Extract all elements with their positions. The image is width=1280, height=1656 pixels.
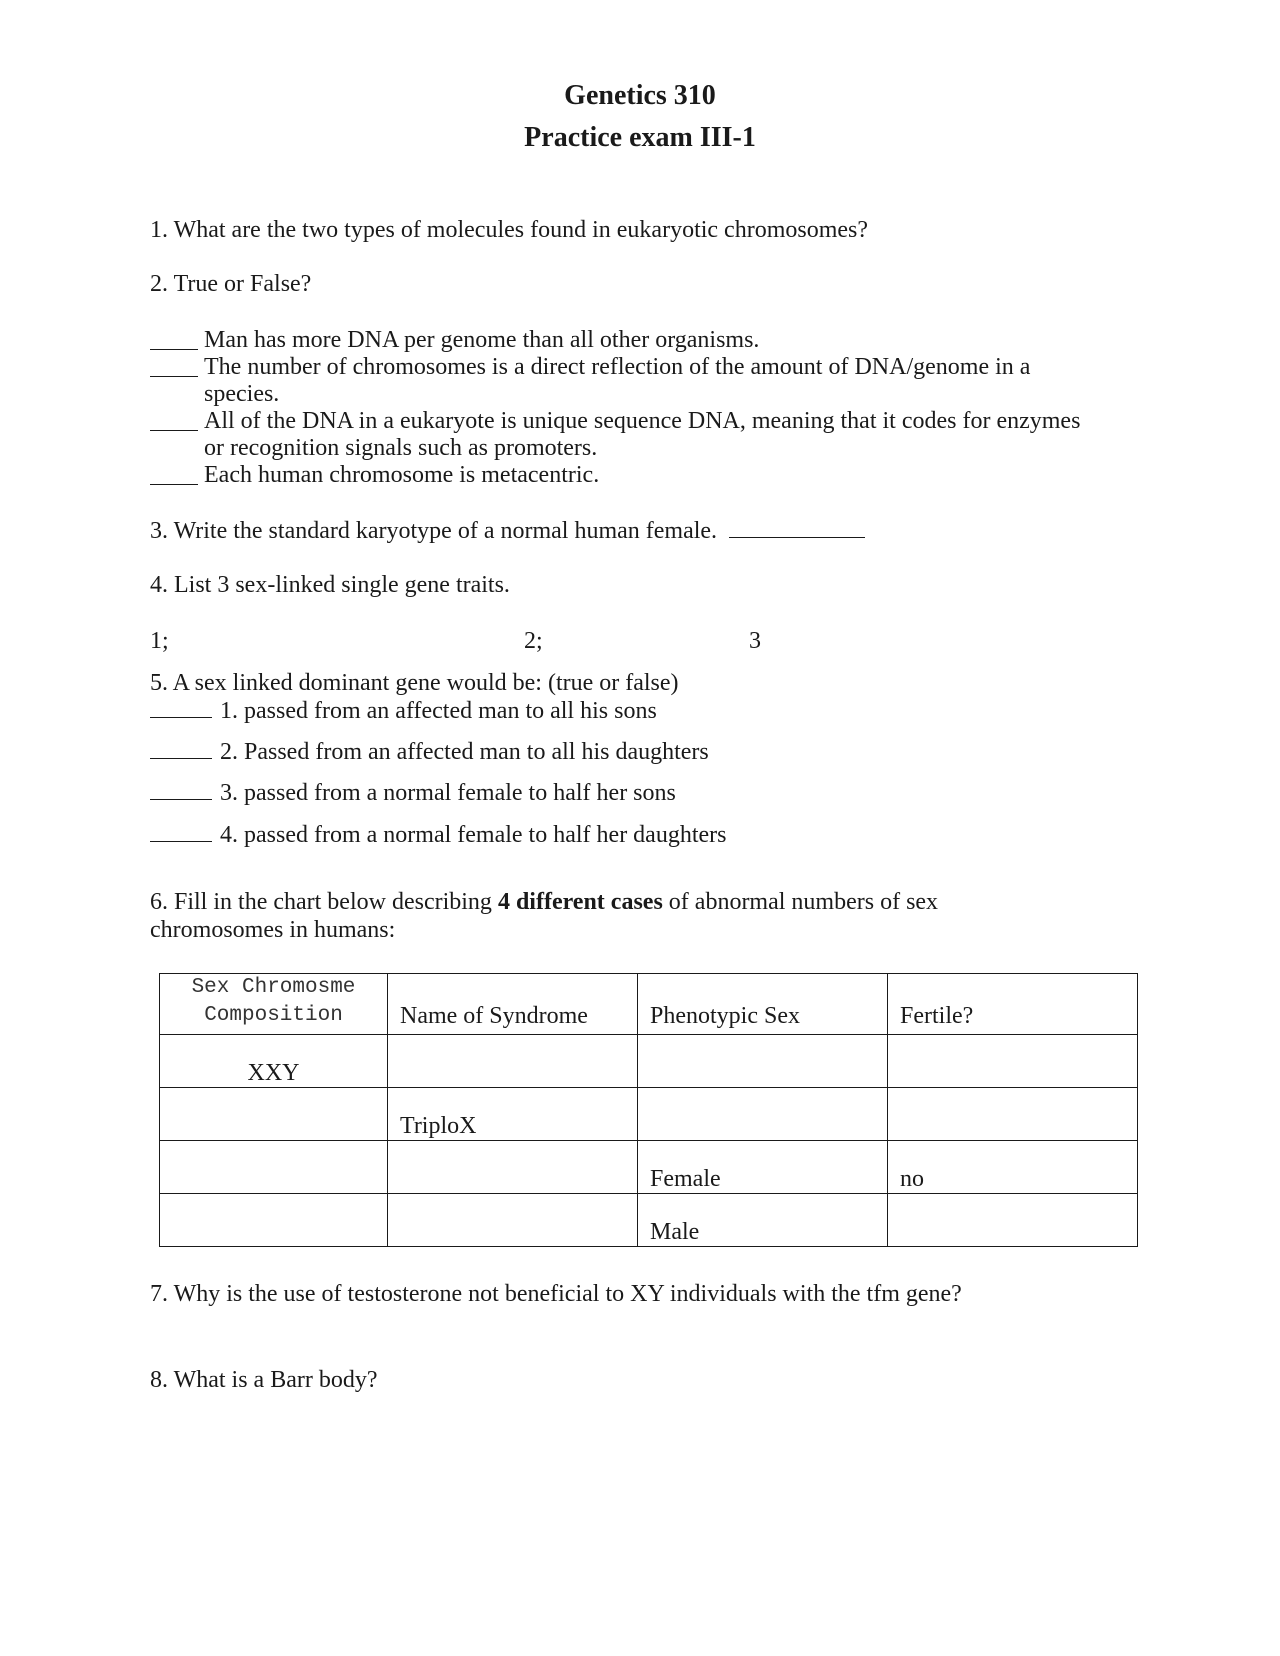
header-phenotypic-sex: Phenotypic Sex: [638, 974, 888, 1035]
cell-phenotypic-sex[interactable]: Male: [638, 1194, 888, 1247]
cell-fertile[interactable]: [888, 1035, 1138, 1088]
course-title: Genetics 310: [564, 80, 716, 111]
tf-item-text: The number of chromosomes is a direct reflection of the amount of DNA/genome in a species.: [204, 354, 1031, 407]
question-7: 7. Why is the use of testosterone not beneficial to XY individuals with the tfm gene?: [150, 1281, 962, 1307]
cell-composition[interactable]: [160, 1194, 388, 1247]
cell-fertile[interactable]: no: [888, 1141, 1138, 1194]
answer-blank[interactable]: [150, 462, 198, 485]
header-fertile: Fertile?: [888, 974, 1138, 1035]
answer-blank[interactable]: [150, 327, 198, 350]
cell-composition[interactable]: [160, 1088, 388, 1141]
question-4: 4. List 3 sex-linked single gene traits.: [150, 572, 510, 598]
cell-composition[interactable]: XXY: [160, 1035, 388, 1088]
answer-blank[interactable]: [150, 697, 212, 718]
table-row: [160, 1141, 1138, 1194]
answer-blank[interactable]: [150, 738, 212, 759]
answer-blank[interactable]: [150, 408, 198, 431]
question-1: 1. What are the two types of molecules found in eukaryotic chromosomes?: [150, 217, 869, 243]
q5-item-4: [150, 821, 726, 849]
tf-item-text: Each human chromosome is metacentric.: [204, 462, 600, 488]
tf-item-3: [150, 408, 1104, 462]
trait-label-3: 3: [749, 628, 761, 654]
exam-title: Practice exam III-1: [524, 122, 756, 153]
cell-phenotypic-sex[interactable]: [638, 1035, 888, 1088]
question-2: 2. True or False?: [150, 271, 312, 297]
q5-item-text: 4. passed from a normal female to half her daughters: [220, 822, 727, 848]
tf-item-text: Man has more DNA per genome than all other organisms.: [204, 327, 760, 353]
q5-item-1: [150, 697, 657, 725]
sex-chromosome-chart: [159, 973, 1138, 1247]
header-composition: [160, 974, 388, 1035]
trait-label-2: 2;: [524, 628, 543, 654]
question-3: [150, 517, 865, 545]
header-composition-line2: Composition: [204, 1004, 343, 1027]
question-5: 5. A sex linked dominant gene would be: (true or false): [150, 670, 679, 696]
answer-blank[interactable]: [150, 821, 212, 842]
cell-syndrome[interactable]: [388, 1141, 638, 1194]
question-6: [150, 888, 938, 944]
cell-fertile[interactable]: [888, 1194, 1138, 1247]
cell-syndrome[interactable]: [388, 1035, 638, 1088]
header-syndrome: Name of Syndrome: [388, 974, 638, 1035]
q5-item-text: 3. passed from a normal female to half her sons: [220, 780, 676, 806]
answer-blank[interactable]: [150, 354, 198, 377]
table-header-row: [160, 974, 1138, 1035]
cell-fertile[interactable]: [888, 1088, 1138, 1141]
cell-phenotypic-sex[interactable]: Female: [638, 1141, 888, 1194]
tf-item-text: All of the DNA in a eukaryote is unique sequence DNA, meaning that it codes for enzymes or recognition signals such as promoters.: [204, 408, 1081, 461]
tf-item-1: [150, 327, 1104, 354]
tf-item-4: [150, 462, 1104, 489]
cell-composition[interactable]: [160, 1141, 388, 1194]
cell-phenotypic-sex[interactable]: [638, 1088, 888, 1141]
q5-item-2: [150, 738, 709, 766]
header-composition-line1: Sex Chromosme: [191, 976, 356, 999]
question-6-text-line2: chromosomes in humans:: [150, 917, 396, 943]
q5-item-text: 2. Passed from an affected man to all his daughters: [220, 739, 709, 765]
karyotype-blank[interactable]: [729, 517, 865, 538]
table-row: [160, 1088, 1138, 1141]
tf-item-2: [150, 354, 1104, 408]
question-6-text: 6. Fill in the chart below describing: [150, 889, 498, 915]
question-8: 8. What is a Barr body?: [150, 1367, 378, 1393]
trait-label-1: 1;: [150, 628, 169, 654]
cell-syndrome[interactable]: TriploX: [388, 1088, 638, 1141]
question-6-text-end: of abnormal numbers of sex: [662, 889, 939, 915]
cell-syndrome[interactable]: [388, 1194, 638, 1247]
table-row: [160, 1035, 1138, 1088]
q5-item-3: [150, 779, 676, 807]
answer-blank[interactable]: [150, 779, 212, 800]
question-6-emphasis: 4 different cases: [497, 889, 663, 915]
table-row: [160, 1194, 1138, 1247]
q5-item-text: 1. passed from an affected man to all his sons: [220, 698, 657, 724]
question-3-text: 3. Write the standard karyotype of a normal human female.: [150, 518, 718, 544]
